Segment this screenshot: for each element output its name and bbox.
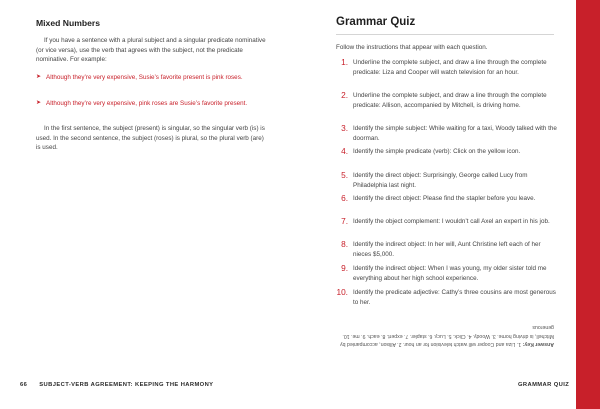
question-text: Underline the complete subject, and draw a line through the complete predicate: Allison, accompanied by Mitchell, is driving home. xyxy=(353,92,547,109)
example-1 xyxy=(36,73,270,83)
quiz-title: Grammar Quiz xyxy=(336,16,416,28)
arrow-bullet-icon: ➤ xyxy=(36,74,42,80)
question-number: 1. xyxy=(341,57,348,67)
question-text: Identify the direct object: Please find the stapler before you leave. xyxy=(353,195,536,202)
question-text: Identify the indirect object: In her will, Aunt Christine left each of her nieces $5,000. xyxy=(353,241,541,258)
question-text: Identify the simple subject: While waiting for a taxi, Woody talked with the doorman. xyxy=(353,125,557,142)
quiz-question xyxy=(328,58,560,77)
question-text: Underline the complete subject, and draw a line through the complete predicate: Liza and Cooper will watch television for an hour. xyxy=(353,59,547,76)
answer-key-label: Answer Key: xyxy=(522,341,554,348)
quiz-question xyxy=(328,147,560,157)
question-number: 6. xyxy=(341,193,348,203)
left-footer xyxy=(20,382,213,388)
question-text: Identify the indirect object: When I was young, my older sister told me everything about her high school experience. xyxy=(353,265,547,282)
left-page xyxy=(0,0,298,409)
example-text: Although they’re very expensive, pink roses are Susie’s favorite present. xyxy=(46,100,248,107)
question-text: Identify the object complement: I wouldn’t call Axel an expert in his job. xyxy=(353,218,550,225)
section-heading: Mixed Numbers xyxy=(36,18,100,28)
question-number: 10. xyxy=(336,287,348,297)
quiz-question xyxy=(328,288,560,307)
question-number: 9. xyxy=(341,263,348,273)
arrow-bullet-icon: ➤ xyxy=(36,100,42,106)
running-head: GRAMMAR QUIZ xyxy=(518,382,570,388)
example-text: Although they’re very expensive, Susie’s favorite present is pink roses. xyxy=(46,74,243,81)
page-number: 66 xyxy=(20,382,28,388)
answer-key-upside-down xyxy=(330,323,554,348)
intro-paragraph: If you have a sentence with a plural subject and a singular predicate nominative (or vice versa), use the verb that agrees with the subject, not the predicate nominative. For example: xyxy=(36,37,266,64)
question-number: 4. xyxy=(341,146,348,156)
quiz-question xyxy=(328,194,560,204)
quiz-intro: Follow the instructions that appear with each question. xyxy=(336,44,488,51)
explanation-paragraph: In the first sentence, the subject (present) is singular, so the singular verb (is) is used. In the second sentence, the subject (roses) is plural, so the plural verb (are) is used. xyxy=(36,125,265,152)
quiz-question xyxy=(328,264,560,283)
question-number: 5. xyxy=(341,170,348,180)
quiz-question xyxy=(328,217,560,227)
running-head: SUBJECT-VERB AGREEMENT: KEEPING THE HARMONY xyxy=(39,382,214,388)
example-2 xyxy=(36,99,270,109)
quiz-question xyxy=(328,171,560,190)
quiz-question xyxy=(328,240,560,259)
question-number: 7. xyxy=(341,216,348,226)
question-text: Identify the simple predicate (verb): Click on the yellow icon. xyxy=(353,148,521,155)
right-page xyxy=(302,0,600,409)
question-text: Identify the predicate adjective: Cathy’s three cousins are most generous to her. xyxy=(353,289,556,306)
question-text: Identify the direct object: Surprisingly, George called Lucy from Philadelphia last night. xyxy=(353,172,528,189)
question-number: 3. xyxy=(341,123,348,133)
title-divider xyxy=(336,34,554,35)
answer-key-text: 1. Liza and Cooper will watch television for an hour. 2. Allison, accompanied by Mitchell, is driving home. 3. Woody. 4. Click. 5. Lucy. 6. stapler. 7. expert. 8. each. 9. me. 10. generous xyxy=(340,324,554,348)
question-number: 8. xyxy=(341,239,348,249)
question-number: 2. xyxy=(341,90,348,100)
red-edge-strip xyxy=(576,0,600,409)
quiz-question xyxy=(328,124,560,143)
quiz-question xyxy=(328,91,560,110)
